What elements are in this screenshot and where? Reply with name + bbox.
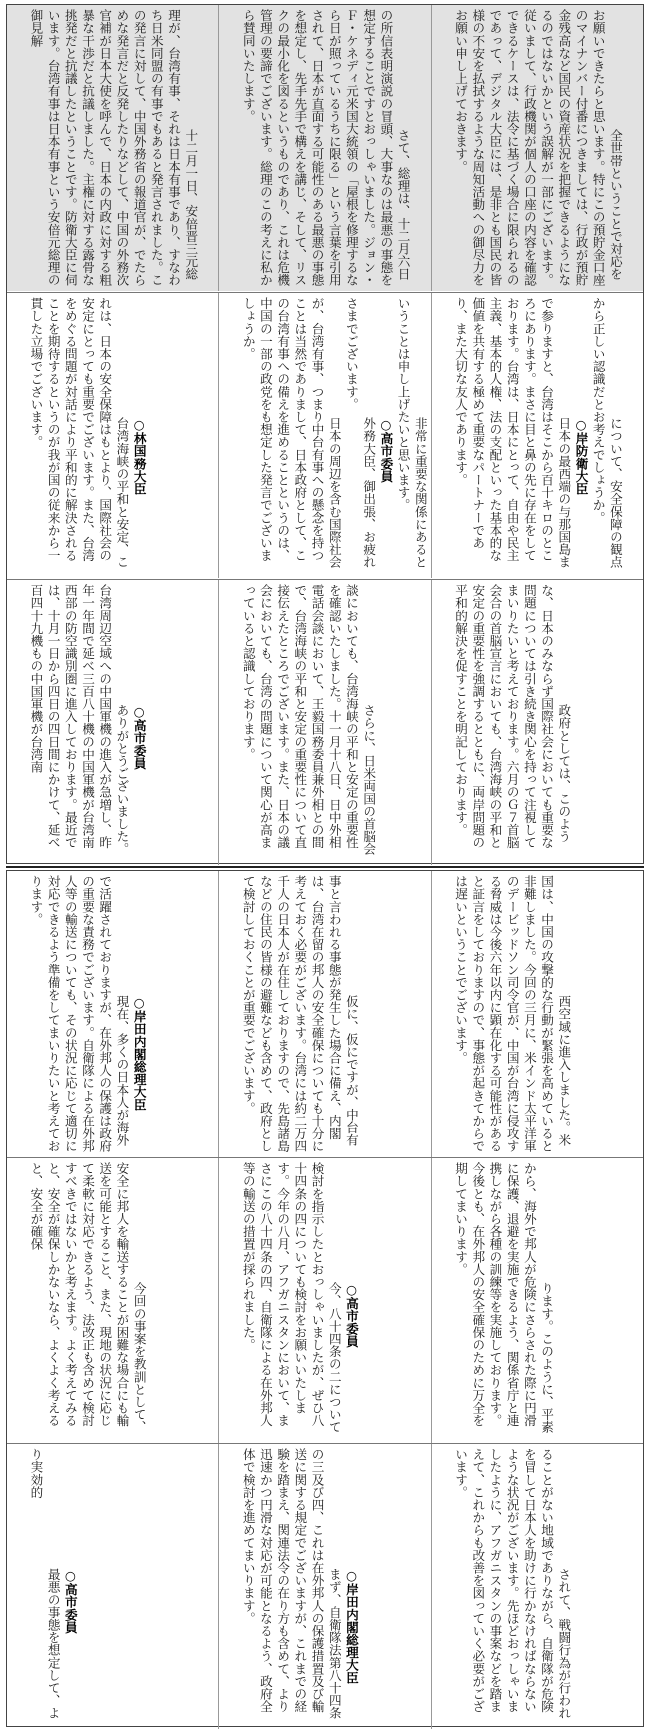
paragraph: 今、八十四条の二について検討を指示したとおっしゃいましたが、ぜひ八十四条の四についても検討をお願いいたします。今年の八月、アフガニスタンにおいて、まさにこの八十四条の四、自衛隊による在外邦人等の輸送の措置が採られました。 xyxy=(240,1162,342,1434)
lower-section xyxy=(6,870,644,1727)
column-6-3 xyxy=(7,1444,219,1729)
column-5-2 xyxy=(219,1158,431,1443)
column-text xyxy=(222,1448,377,1725)
column-text xyxy=(10,297,165,574)
column-text xyxy=(435,9,641,287)
column-text xyxy=(435,1448,590,1725)
paragraph: ありがとうございました。台湾周辺空域への中国軍機の進入が急増し、昨年一年間で延べ三百八十機の中国軍機が台湾南西部の防空識別圏に進入しております。最近では、十月一日から四日の四日間にかけて、延べ百四十九機もの中国軍機が台湾南 xyxy=(28,584,130,856)
column-text xyxy=(222,875,377,1153)
text-row-5 xyxy=(7,1157,643,1443)
paragraph: 西空域に進入しました。米国は、中国の攻撃的な行動が緊張を高めていると非難しました。今回の三月に、米インド太平洋軍のデービッドソン司令官が、中国が台湾に侵攻する脅威は今後六年以内に顕在化する可能性があると証言をしておりますので、事態が起きてからでは遅いということでございます。 xyxy=(453,875,572,1153)
paragraph: 最悪の事態を想定して、より実効的 xyxy=(28,1448,61,1720)
column-text xyxy=(435,297,641,574)
column-text xyxy=(10,1162,165,1439)
column-2-2 xyxy=(219,293,431,578)
speaker-label: ○岸防衛大臣 xyxy=(573,417,589,495)
column-text xyxy=(222,1162,377,1439)
speaker-label: ○高市委員 xyxy=(378,417,394,483)
paragraph: 日本の周辺を含む国際社会が、台湾有事、つまり中台有事への懸念を持つことは当然でありまして、日本政府として、この台湾有事への備えを進めることというのは、中国の一部の政党をも想定した発言でございましょうか。 xyxy=(240,297,342,569)
speaker-label: ○高市委員 xyxy=(343,1282,359,1348)
paragraph: まず、自衛隊法第八十四条の三及び四、これは在外邦人の保護措置及び輸送に関する規定でございますが、これまでの経験を踏まえ、関連法令の在り方も含めて、より迅速かつ円滑な対応が可能となるよう、政府全体で検討を進めてまいります。 xyxy=(240,1448,342,1720)
paragraph: 仮に、仮にですが、中台有事と言われる事態が発生した場合に備え、内閣は、台湾在留の邦人の安全確保についても十分に考えておく必要がございます。台湾には約二万四千人の日本人が在住しておりますので、先島諸島などの住民の皆様の避難なども含めて、政府として検討しておくことが重要でございます。 xyxy=(240,875,359,1153)
column-5-3 xyxy=(7,1158,219,1443)
column-3-3 xyxy=(7,580,219,865)
paragraph: さて、総理は、十二月六日の所信表明演説の冒頭、大事なのは最悪の事態を想定することですとおっしゃいました。ジョン・Ｆ・ケネディ元米国大統領の「屋根を修理するなら日が照っているうちに限る」という言葉を引用されて、日本が直面する可能性のある最悪の事態を想定し、先手先手で構えを講じ、そして、リスクの最小化を図るというものであり、これは危機管理の要諦でございます。総理のこの考えに私から賛同いたします。 xyxy=(240,9,411,287)
column-3-2 xyxy=(219,580,431,865)
column-1-1 xyxy=(432,5,643,291)
column-text xyxy=(222,297,431,574)
column-3-1 xyxy=(432,580,643,865)
paragraph: 今回の事案を教訓として、安全に邦人を輸送することが困難な場合にも輸送を可能とすること、また、現地の状況に応じて柔軟に対応できるよう、法改正も含めて検討すべきではないかと考えます。よく考えてみると、安全が確保しかないなら、よくよく考えると、安全が確保 xyxy=(28,1162,147,1434)
column-text xyxy=(435,875,590,1153)
paragraph: について、安全保障の観点から正しい認識だとお考えでしょうか。 xyxy=(590,297,623,569)
column-4-2 xyxy=(219,871,431,1157)
column-5-1 xyxy=(432,1158,643,1443)
speaker-label: ○高市委員 xyxy=(131,704,147,770)
section-divider xyxy=(6,866,644,868)
paragraph: 日本の最西端の与那国島まで参りますと、台湾はそこから百十キロのところにあります。まさに目と鼻の先に存在をしております。台湾は、日本にとって、自由や民主主義、基本的人権、法の支配といった基本的な価値を共有する極めて重要なパートナーであり、また大切な友人であります。 xyxy=(453,297,572,569)
paragraph: 非常に重要な関係にあるということは申し上げたいと思います。 xyxy=(395,297,428,569)
column-6-1 xyxy=(432,1444,643,1729)
paragraph: ります。このように、平素から、海外で邦人が危険にさらされた際に円滑に保護、退避を実施できるよう、関係省庁と連携しながら各種の訓練等を実施しております。今後とも、在外邦人の安全確保のために万全を期してまいります。 xyxy=(453,1162,555,1434)
text-row-1 xyxy=(7,5,643,291)
column-text xyxy=(10,1448,96,1725)
paragraph: 政府としては、このような、日本のみならず国際社会においても重要な問題については引き続き関心を持って注視してまいりたいと考えております。六月のＧ７首脳会合の首脳宣言においても、台湾海峡の平和と安定の重要性を強調するとともに、両岸問題の平和的解決を促すことを明記しております。 xyxy=(453,584,572,849)
paragraph: さらに、日米両国の首脳会談においても、台湾海峡の平和と安定の重要性を確認いたしました。十一月十八日、日中外相電話会談において、王毅国務委員兼外相との間で、台湾海峡の平和と安定の重要性について直接伝えたところでございます。また、日本の議会においても、台湾の問題について関心が高まっていると認識しております。 xyxy=(240,584,377,856)
column-6-2 xyxy=(219,1444,431,1729)
column-1-3 xyxy=(7,5,219,291)
column-1-2 xyxy=(219,5,431,291)
paragraph: 台湾海峡の平和と安定、これは、日本の安全保障はもとより、国際社会の安定にとっても重要でございます。また、台湾をめぐる問題が対話により平和的に解決されることを期待するというのが我が国の従来から一貫した立場でございます。 xyxy=(28,297,130,569)
paragraph: 全世帯ということで対応をお願いできたらと思います。特にこの預貯金口座のマイナンバー付番につきましては、行政が預貯金残高など国民の資産状況を把握できるようになるのではないかという誤解が一部にございます。従いまして、行政機関が個人の口座の内容を確認できるケースは、法令に基づく場合に限られるのであって、デジタル大臣には、是非とも国民の皆様の不安を払拭するような周知活動への御尽力をお願い申し上げておきます。 xyxy=(453,9,623,287)
speaker-label: ○岸田内閣総理大臣 xyxy=(131,995,147,1111)
document-page xyxy=(6,4,644,1727)
column-text xyxy=(222,9,428,287)
column-2-3 xyxy=(7,293,219,578)
speaker-label: ○岸田内閣総理大臣 xyxy=(343,1568,359,1684)
upper-section xyxy=(6,4,644,864)
column-2-1 xyxy=(432,293,643,578)
column-text xyxy=(10,875,165,1153)
column-text xyxy=(435,1162,573,1439)
paragraph: 十二月一日、安倍晋三元総理が、台湾有事、それは日本有事であり、すなわち日米同盟の有事でもあると発言されました。この発言に対して、中国外務省の報道官が、でたらめな発言だと反発したりなどして、中国の外務次官補が日本大使を呼んで、日本の内政に対する粗暴な干渉だと抗議しました。主権に対する露骨な挑発だと抗議したということです。防衛大臣に伺います。台湾有事は日本有事という安倍元総理の御見解 xyxy=(28,9,199,287)
column-text xyxy=(10,584,165,861)
paragraph: 外務大臣、御出張、お疲れさまでございます。 xyxy=(343,297,377,569)
column-text xyxy=(222,584,394,861)
column-4-1 xyxy=(432,871,643,1157)
text-row-2 xyxy=(7,292,643,578)
paragraph: されて、戦闘行為が行われることがない地域でありながら、自衛隊が危険を冒して日本人を助けに行かなければならないような状況がございます。先ほどおっしゃいましたように、アフガニスタンの事案などを踏まえて、これからも改善を図っていく必要がございます。 xyxy=(453,1448,572,1720)
paragraph: 現在、多くの日本人が海外で活躍されておりますが、在外邦人の保護は政府の重要な責務でございます。自衛隊による在外邦人等の輸送についても、その状況に応じて適切に対応できるよう準備をしてまいりたいと考えております。 xyxy=(28,875,130,1153)
column-text xyxy=(10,9,216,287)
text-row-6 xyxy=(7,1443,643,1729)
speaker-label: ○林国務大臣 xyxy=(131,417,147,495)
speaker-label: ○高市委員 xyxy=(62,1568,78,1634)
column-text xyxy=(435,584,590,861)
text-row-3 xyxy=(7,579,643,865)
text-row-4 xyxy=(7,871,643,1157)
column-4-3 xyxy=(7,871,219,1157)
